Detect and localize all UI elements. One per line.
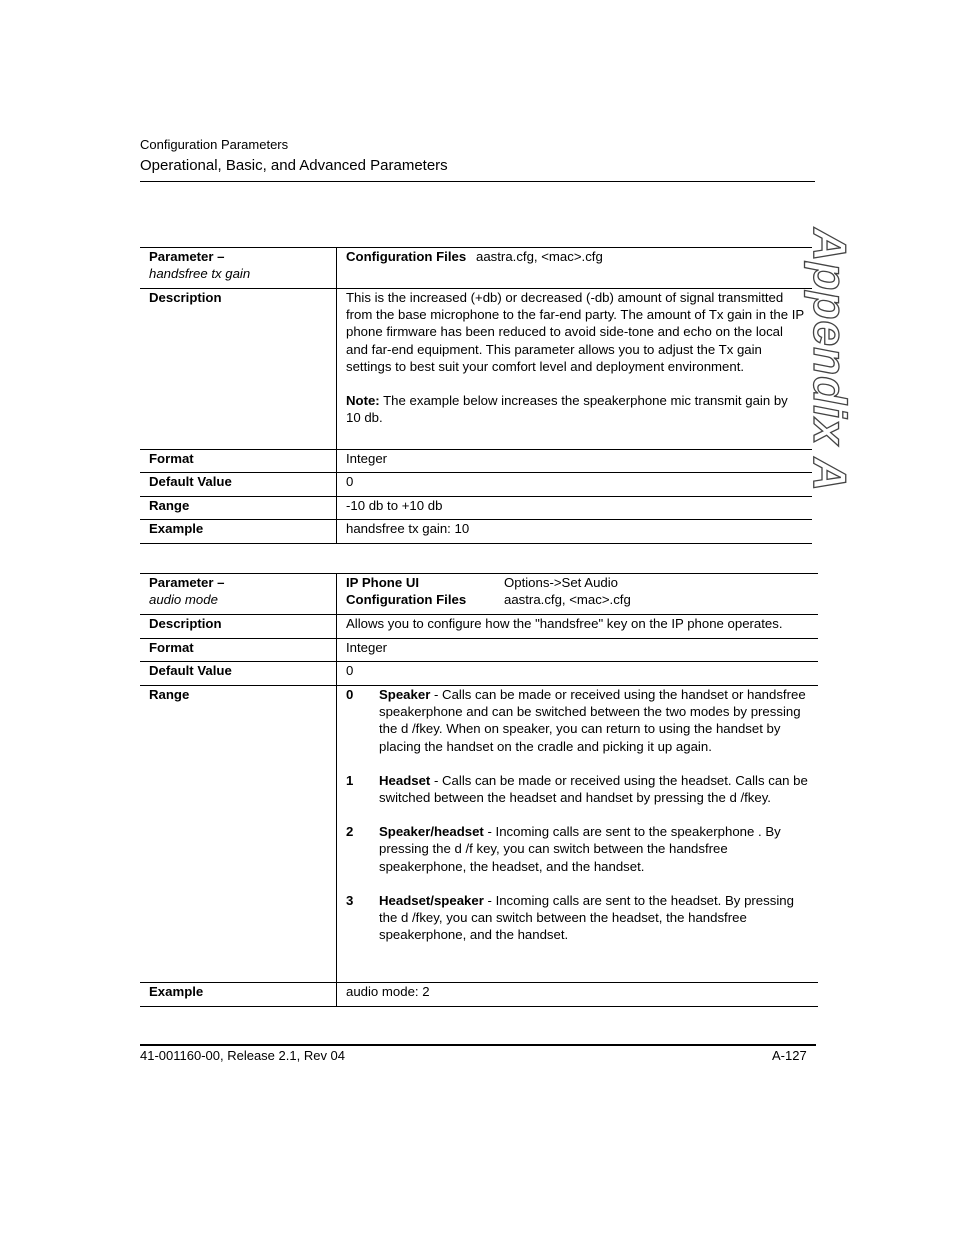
format-label: Format (140, 450, 337, 473)
parameter-label: Parameter – (149, 575, 225, 590)
note-label: Note: (346, 393, 380, 409)
range-option-number: 0 (346, 687, 354, 702)
example-value: handsfree tx gain: 10 (337, 520, 813, 544)
range-option (346, 772, 810, 806)
range-option-name: Headset (379, 772, 431, 788)
format-value: Integer (337, 639, 819, 662)
description-text: This is the increased (+db) or decreased (-db) amount of signal transmitted from the base microphone to the far-end party. The amount of Tx gain in the IP phone firmware has been reduced to avoid side-tone and echo on the local and far-end equipment. This parameter allows you to adjust the Tx gain settings to best suit your comfort level and deployment environment. (346, 290, 804, 374)
config-files-row (346, 248, 804, 265)
range-label: Range (140, 686, 337, 983)
table-row (140, 615, 818, 639)
appendix-side-tab-label: Appendix A (804, 228, 857, 492)
table-row (140, 289, 812, 450)
running-header-chapter: Configuration Parameters (140, 137, 289, 152)
range-value: -10 db to +10 db (337, 497, 813, 520)
table-row (140, 662, 818, 686)
table-row (140, 983, 818, 1007)
default-value: 0 (337, 473, 813, 497)
parameter-table-audio-mode (140, 573, 818, 1007)
config-files-row (346, 591, 810, 608)
description-note (346, 392, 804, 426)
range-option-number: 1 (346, 772, 354, 788)
table-row (140, 686, 818, 983)
config-files-value: aastra.cfg, <mac>.cfg (476, 249, 603, 264)
default-value-label: Default Value (140, 473, 337, 497)
config-files-label: Configuration Files (346, 592, 467, 608)
description-label: Description (140, 615, 337, 639)
description-cell (337, 289, 813, 450)
parameter-label: Parameter – (149, 249, 225, 264)
parameter-source-cell (337, 248, 813, 289)
description-text: Allows you to configure how the "handsfree" key on the IP phone operates. (337, 615, 819, 639)
footer-document-id: 41-001160-00, Release 2.1, Rev 04 (140, 1048, 346, 1063)
format-value: Integer (337, 450, 813, 473)
range-option-name: Speaker (379, 687, 431, 702)
range-option-text: - Calls can be made or received using the headset. Calls can be switched between the headset and handset by pressing the d /fkey. (379, 772, 808, 806)
ip-phone-ui-row (346, 574, 810, 591)
parameter-label-cell (140, 574, 337, 615)
range-option-text: - Incoming calls are sent to the speakerphone . By pressing the d /f key, you can switch between the handsfree speakerphone, the headset, and the handset. (379, 824, 781, 874)
table-row (140, 520, 812, 544)
parameter-label-cell (140, 248, 337, 289)
table-row (140, 639, 818, 662)
range-option (346, 892, 810, 944)
default-value-label: Default Value (140, 662, 337, 686)
example-label: Example (140, 983, 337, 1007)
range-option-number: 3 (346, 892, 354, 908)
parameter-table-handsfree-tx-gain (140, 247, 812, 544)
note-text: The example below increases the speakerphone mic transmit gain by 10 db. (346, 393, 788, 426)
header-rule (140, 181, 815, 182)
config-files-label: Configuration Files (346, 249, 467, 264)
running-header-section: Operational, Basic, and Advanced Parameters (140, 157, 448, 174)
table-row (140, 497, 812, 520)
parameter-name: handsfree tx gain (149, 266, 251, 282)
table-row (140, 248, 812, 289)
range-option (346, 686, 810, 755)
config-files-value: aastra.cfg, <mac>.cfg (504, 592, 631, 608)
parameter-source-cell (337, 574, 819, 615)
range-options-cell (337, 686, 819, 983)
example-value: audio mode: 2 (337, 983, 819, 1007)
range-option-name: Speaker/headset (379, 824, 484, 840)
range-option-name: Headset/speaker (379, 892, 484, 908)
example-label: Example (140, 520, 337, 544)
table-row (140, 473, 812, 497)
footer-page-number: A-127 (772, 1048, 807, 1063)
range-option-number: 2 (346, 824, 354, 840)
range-label: Range (140, 497, 337, 520)
range-option-text: - Calls can be made or received using the handset or handsfree speakerphone and can be switched between the two modes by pressing the d /fkey. When on speaker, you can return to using the handset by placing the handset on the cradle and picking it up again. (379, 687, 806, 754)
table-row (140, 574, 818, 615)
format-label: Format (140, 639, 337, 662)
parameter-name: audio mode (149, 592, 218, 608)
default-value: 0 (337, 662, 819, 686)
range-option (346, 823, 810, 875)
footer-rule (140, 1044, 816, 1046)
ip-phone-ui-label: IP Phone UI (346, 575, 420, 590)
ip-phone-ui-value: Options->Set Audio (504, 575, 618, 590)
description-label: Description (140, 289, 337, 450)
range-option-text: - Incoming calls are sent to the headset. By pressing the d /fkey, you can switch between the headset, the handsfree speakerphone, and the handset. (379, 892, 794, 943)
table-row (140, 450, 812, 473)
